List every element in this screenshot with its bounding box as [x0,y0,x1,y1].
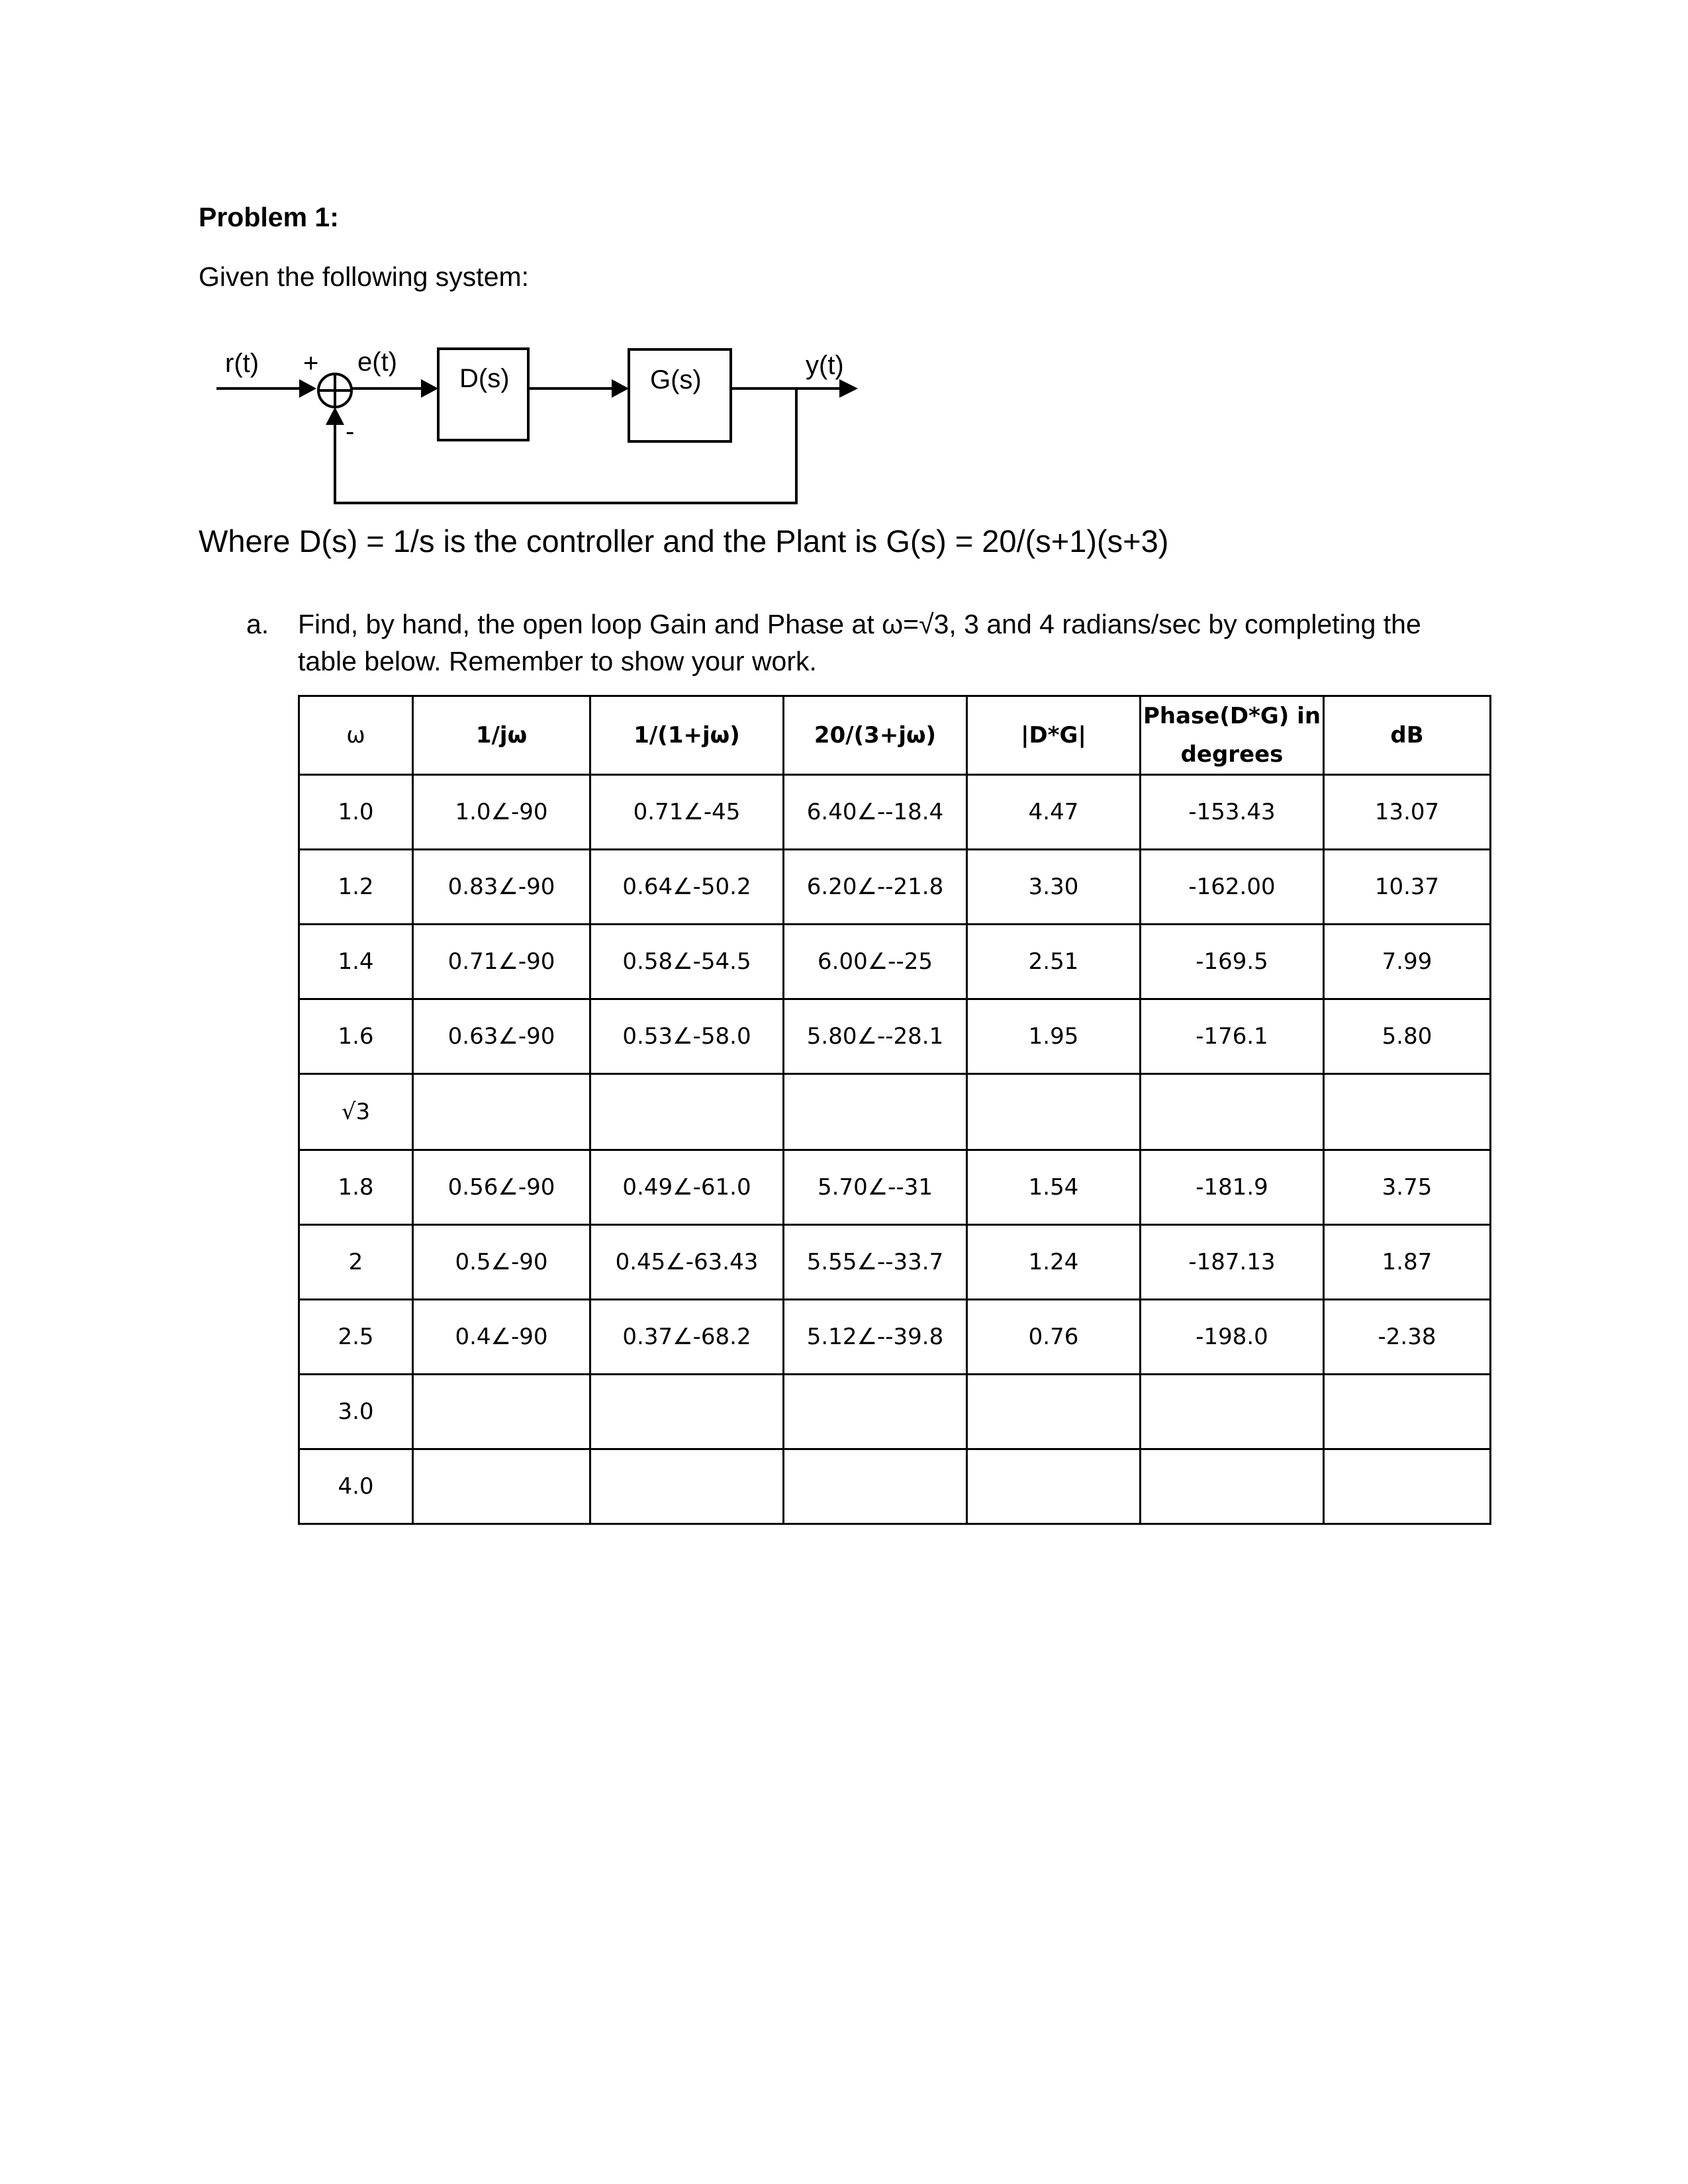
cell-first-pole: 0.53∠-58.0 [590,999,784,1074]
cell-integrator: 1.0∠-90 [413,775,590,850]
table-row [299,1074,1491,1150]
cell-first-pole [590,1074,784,1150]
frequency-response-table [298,695,1491,1525]
table-row [299,1449,1491,1524]
cell-second-pole: 5.55∠--33.7 [784,1225,967,1300]
feedback-path [335,388,796,503]
cell-db: -2.38 [1324,1300,1491,1375]
cell-omega: 1.8 [299,1150,413,1225]
cell-second-pole: 6.40∠--18.4 [784,775,967,850]
cell-omega: 1.4 [299,925,413,999]
block-diagram [0,0,1688,529]
cell-omega: 2.5 [299,1300,413,1375]
cell-integrator: 0.5∠-90 [413,1225,590,1300]
cell-omega: 2 [299,1225,413,1300]
cell-second-pole [784,1375,967,1449]
cell-phase [1141,1074,1324,1150]
cell-second-pole [784,1449,967,1524]
cell-db: 13.07 [1324,775,1491,850]
cell-first-pole: 0.49∠-61.0 [590,1150,784,1225]
cell-phase: -181.9 [1141,1150,1324,1225]
cell-db: 7.99 [1324,925,1491,999]
cell-db [1324,1074,1491,1150]
table-row [299,1225,1491,1300]
cell-integrator: 0.83∠-90 [413,850,590,925]
header-omega: ω [299,696,413,775]
cell-magnitude: 1.24 [967,1225,1141,1300]
error-arrowhead [421,379,438,398]
cell-phase: -176.1 [1141,999,1324,1074]
header-db: dB [1324,696,1491,775]
cell-integrator: 0.56∠-90 [413,1150,590,1225]
cell-first-pole [590,1449,784,1524]
plus-sign: + [303,349,319,378]
header-integrator: 1/jω [413,696,590,775]
cell-phase: -169.5 [1141,925,1324,999]
table-body [299,775,1491,1524]
cell-phase: -162.00 [1141,850,1324,925]
cell-magnitude: 1.54 [967,1150,1141,1225]
minus-sign: - [346,417,355,446]
cell-db: 5.80 [1324,999,1491,1074]
cell-integrator [413,1375,590,1449]
question-a-text: Find, by hand, the open loop Gain and Phase at ω=√3, 3 and 4 radians/sec by completing the table below. Remember to show your work. [298,609,1421,676]
cell-second-pole: 5.80∠--28.1 [784,999,967,1074]
cell-magnitude: 1.95 [967,999,1141,1074]
cell-omega: 3.0 [299,1375,413,1449]
problem-intro: Given the following system: [199,261,530,292]
plant-input-arrowhead [612,379,629,398]
cell-db [1324,1449,1491,1524]
output-label: y(t) [806,351,844,380]
feedback-arrowhead [326,407,344,425]
table-row [299,850,1491,925]
cell-magnitude: 4.47 [967,775,1141,850]
cell-magnitude [967,1449,1141,1524]
cell-phase [1141,1449,1324,1524]
table-header-row [299,696,1491,775]
header-first-pole: 1/(1+jω) [590,696,784,775]
cell-integrator [413,1074,590,1150]
cell-db: 10.37 [1324,850,1491,925]
cell-magnitude [967,1375,1141,1449]
cell-magnitude: 3.30 [967,850,1141,925]
cell-integrator: 0.71∠-90 [413,925,590,999]
input-arrowhead [299,379,316,398]
cell-first-pole: 0.64∠-50.2 [590,850,784,925]
input-label: r(t) [225,349,259,378]
cell-integrator [413,1449,590,1524]
table-row [299,1375,1491,1449]
table-row [299,925,1491,999]
cell-db: 3.75 [1324,1150,1491,1225]
cell-magnitude: 0.76 [967,1300,1141,1375]
cell-second-pole: 6.00∠--25 [784,925,967,999]
cell-omega: 1.0 [299,775,413,850]
cell-db [1324,1375,1491,1449]
header-magnitude: |D*G| [967,696,1141,775]
cell-magnitude [967,1074,1141,1150]
cell-first-pole: 0.71∠-45 [590,775,784,850]
cell-first-pole: 0.37∠-68.2 [590,1300,784,1375]
header-phase: Phase(D*G) in degrees [1141,696,1324,775]
system-definition: Where D(s) = 1/s is the controller and the Plant is G(s) = 20/(s+1)(s+3) [199,523,1169,559]
table-row [299,999,1491,1074]
header-second-pole: 20/(3+jω) [784,696,967,775]
table-row [299,1150,1491,1225]
cell-db: 1.87 [1324,1225,1491,1300]
cell-omega: 1.6 [299,999,413,1074]
cell-phase: -153.43 [1141,775,1324,850]
table-row [299,775,1491,850]
cell-omega: 4.0 [299,1449,413,1524]
cell-phase: -198.0 [1141,1300,1324,1375]
cell-integrator: 0.4∠-90 [413,1300,590,1375]
cell-second-pole: 5.12∠--39.8 [784,1300,967,1375]
controller-block [438,349,528,440]
error-label: e(t) [357,347,397,377]
cell-phase: -187.13 [1141,1225,1324,1300]
cell-integrator: 0.63∠-90 [413,999,590,1074]
problem-title: Problem 1: [199,202,339,232]
cell-magnitude: 2.51 [967,925,1141,999]
controller-label: D(s) [459,364,510,393]
plant-label: G(s) [650,365,702,394]
cell-phase [1141,1375,1324,1449]
table-row [299,1300,1491,1375]
output-arrowhead [839,379,858,398]
cell-omega: √3 [299,1074,413,1150]
cell-first-pole: 0.58∠-54.5 [590,925,784,999]
cell-second-pole [784,1074,967,1150]
cell-second-pole: 5.70∠--31 [784,1150,967,1225]
plant-block [629,349,731,441]
cell-first-pole: 0.45∠-63.43 [590,1225,784,1300]
cell-second-pole: 6.20∠--21.8 [784,850,967,925]
question-a-letter: a. [246,609,269,639]
cell-first-pole [590,1375,784,1449]
cell-omega: 1.2 [299,850,413,925]
